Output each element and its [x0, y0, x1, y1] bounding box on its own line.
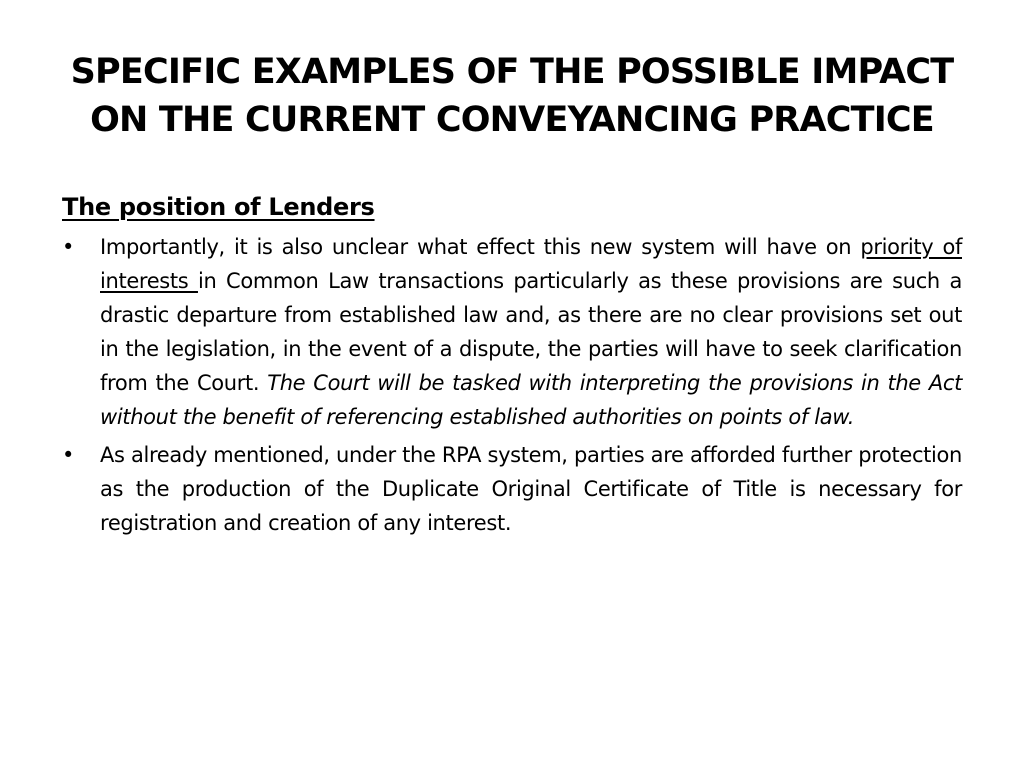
slide-body — [62, 190, 962, 544]
bullet-list — [62, 230, 962, 540]
bullet-1-underlined-text: priority of interests — [100, 235, 962, 293]
bullet-2-text: As already mentioned, under the RPA system, parties are afforded further protection as the production of the Duplicate Original Certificate of Title is necessary for registration and creation of any interest. — [100, 443, 962, 535]
bullet-item-1 — [62, 230, 962, 434]
bullet-item-2 — [62, 438, 962, 540]
slide-title — [60, 48, 964, 144]
section-heading: The position of Lenders — [62, 193, 375, 221]
bullet-1-text-continued: in Common Law transactions particularly as these provisions are such a drastic departure from established law and, as there are no clear provisions set out in the legislation, in the event of a dispute, the parties will have to seek clarification from the Court. — [100, 269, 962, 395]
bullet-marker: • — [62, 235, 75, 259]
bullet-1-text: Importantly, it is also unclear what effect this new system will have on — [100, 235, 861, 259]
bullet-marker: • — [62, 443, 75, 467]
slide-title-line-2: ON THE CURRENT CONVEYANCING PRACTICE — [90, 100, 934, 140]
bullet-1-italic-text: The Court will be tasked with interpreting the provisions in the Act without the benefit of referencing established authorities on points of law. — [100, 371, 963, 429]
slide-title-line-1: SPECIFIC EXAMPLES OF THE POSSIBLE IMPACT — [70, 52, 954, 92]
